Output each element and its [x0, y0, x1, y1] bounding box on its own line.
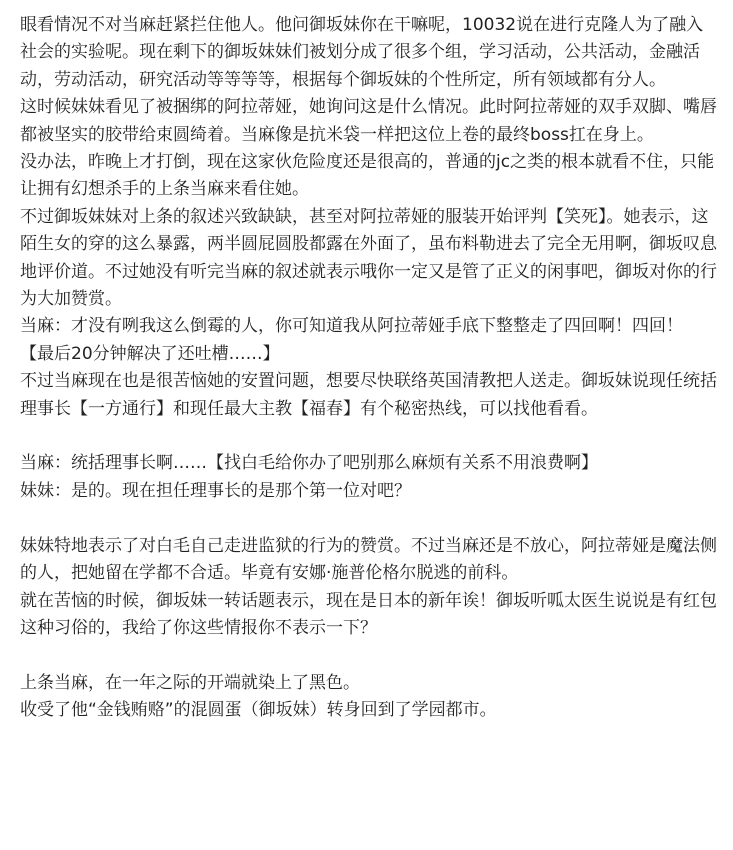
- paragraph: 这时候妹妹看见了被捆绑的阿拉蒂娅，她询问这是什么情况。此时阿拉蒂娅的双手双脚、嘴唇都被坚实的胶带给束圆绮着。当麻像是抗米袋一样把这位上卷的最终boss扛在身上。: [20, 97, 717, 145]
- paragraph: 眼看情况不对当麻赶紧拦住他人。他问御坂妹你在干嘛呢，10032说在进行克隆人为了融入社会的实验呢。现在剩下的御坂妹妹们被划分成了很多个组，学习活动，公共活动，金融活动，劳动活动，研究活动等等等等，根据每个御坂妹的个性所定，所有领域都有分人。: [20, 15, 704, 90]
- paragraph: 没办法，昨晚上才打倒，现在这家伙危险度还是很高的，普通的jc之类的根本就看不住，只能让拥有幻想杀手的上条当麻来看住她。: [20, 152, 715, 200]
- blank-line: [20, 642, 718, 669]
- blank-line: [20, 423, 718, 450]
- paragraph: 上条当麻，在一年之际的开端就染上了黑色。: [20, 672, 360, 693]
- paragraph: 妹妹特地表示了对白毛自己走进监狱的行为的赞赏。不过当麻还是不放心，阿拉蒂娅是魔法侧的人，把她留在学都不合适。毕竟有安娜·施普伦格尔脱逃的前科。: [20, 535, 717, 584]
- paragraph: 收受了他“金钱贿赂”的混圆蛋（御坂妹）转身回到了学园都市。: [20, 700, 497, 721]
- paragraph: 不过当麻现在也是很苦恼她的安置问题，想要尽快联络英国清教把人送走。御坂妹说现任统括理事长【一方通行】和现任最大主教【福春】有个秘密热线，可以找他看看。: [20, 371, 717, 419]
- dialogue-line: 当麻：才没有咧我这么倒霉的人，你可知道我从阿拉蒂娅手底下整整走了四回啊！四回！: [20, 316, 683, 337]
- article-body: [20, 12, 718, 725]
- paragraph: 不过御坂妹妹对上条的叙述兴致缺缺，甚至对阿拉蒂娅的服装开始评判【笑死】。她表示，这陌生女的穿的这么暴露，两半圆屁圆股都露在外面了，虽布料勒进去了完全无用啊，御坂叹息地评价道。不过她没有听完当麻的叙述就表示哦你一定又是管了正义的闲事吧，御坂对你的行为大加赞赏。: [20, 206, 717, 310]
- blank-line: [20, 505, 718, 532]
- paragraph: 就在苦恼的时候，御坂妹一转话题表示，现在是日本的新年诶！御坂听呱太医生说说是有红包这种习俗的，我给了你这些情报你不表示一下？: [20, 590, 717, 638]
- aside-note: 【最后20分钟解决了还吐槽……】: [20, 343, 280, 364]
- dialogue-line: 妹妹：是的。现在担任理事长的是那个第一位对吧？: [20, 480, 411, 501]
- dialogue-line: 当麻：统括理事长啊……【找白毛给你办了吧别那么麻烦有关系不用浪费啊】: [20, 453, 598, 474]
